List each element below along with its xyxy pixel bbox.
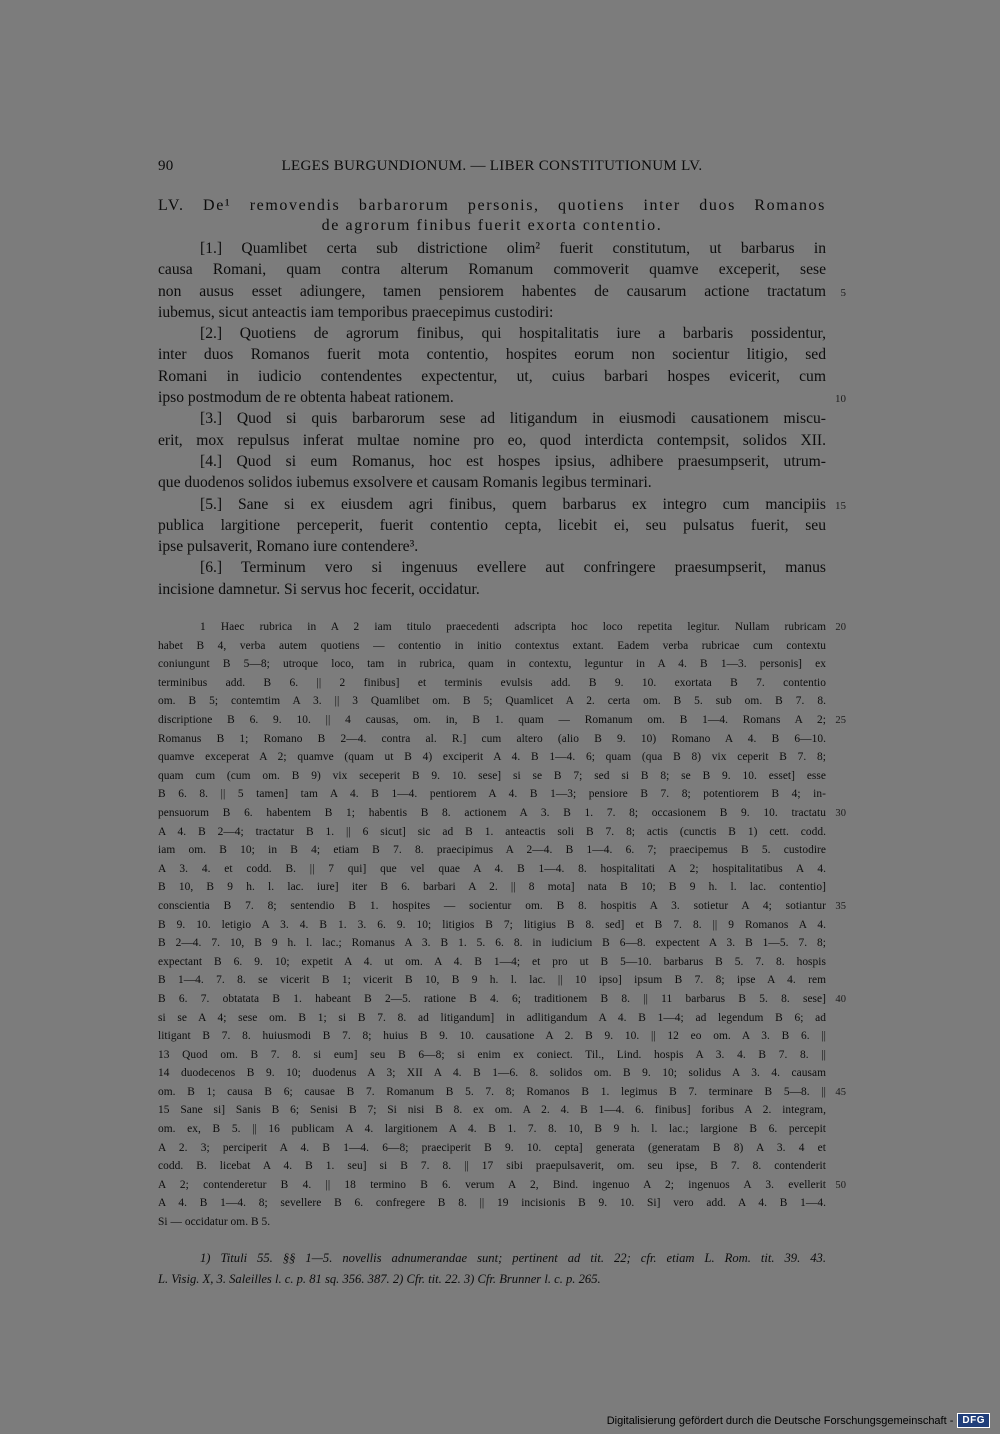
apparatus-line <box>158 897 846 916</box>
text-line <box>158 366 826 387</box>
text-line-text: [5.] Sane si ex eiusdem agri finibus, quem barbarus ex integro cum mancipiis <box>200 495 826 513</box>
apparatus-line-text: om. B 5; contemtim A 3. || 3 Quamlibet om. B 5; Quamlicet A 2. certa om. B 5. sub om. B 7. 8. <box>158 695 826 708</box>
chapter-title <box>158 196 826 236</box>
text-line-text: erit, mox repulsus inferat multae nomine pro eo, quod interdicta contempsit, solidos XII. <box>158 431 826 449</box>
footnote-line-text: 1) Tituli 55. §§ 1—5. novellis adnumerandae sunt; pertinent ad tit. 22; cfr. etiam L. Rom. tit. 39. 43. <box>200 1250 826 1265</box>
apparatus-line-text: B 1—4. 7. 8. se vicerit B 1; vicerit B 10, B 9 h. l. lac. || 10 ipso] ipsum B 7. 8; ipse A 4. rem <box>158 974 826 987</box>
text-line <box>158 557 826 578</box>
apparatus-line-text: 1 Haec rubrica in A 2 iam titulo praecedenti adscripta hoc loco repetita legitur. Nullam rubricam <box>200 621 826 634</box>
apparatus-line <box>158 1046 826 1065</box>
footnote-line <box>158 1269 826 1290</box>
line-number: 25 <box>835 715 846 727</box>
apparatus-line <box>158 1194 826 1213</box>
footnote-line <box>158 1248 826 1269</box>
apparatus-line-text: quam cum (cum om. B 9) vix seceperit B 9. 10. sese] si se B 7; sed si B 8; se B 9. 10. esset] esse <box>158 769 826 782</box>
apparatus-line-text: A 4. B 1—4. 8; sevellere B 6. confregere B 8. || 19 incisionis B 9. 10. Si] vero add. A 4. B 1—4. <box>158 1197 826 1210</box>
text-line <box>158 579 826 600</box>
apparatus-line <box>158 1157 826 1176</box>
apparatus-line <box>158 767 826 786</box>
text-line-text: ipso postmodum de re obtenta habeat rationem. <box>158 389 454 407</box>
apparatus-line <box>158 878 826 897</box>
text-line-text: [3.] Quod si quis barbarorum sese ad litigandum in eiusmodi causationem miscu- <box>200 410 826 428</box>
apparatus-line <box>158 804 846 823</box>
apparatus-line-text: Si — occidatur om. B 5. <box>158 1216 271 1229</box>
apparatus-line <box>158 637 826 656</box>
line-number: 20 <box>835 622 846 634</box>
apparatus-line-text: Romanus B 1; Romano B 2—4. contra al. R.] cum altero (alio B 9. 10) Romano A 4. B 6—10. <box>158 732 826 745</box>
text-line-text: que duodenos solidos iubemus exsolvere et causam Romanis legibus terminari. <box>158 474 652 492</box>
digitization-credit <box>607 1413 990 1428</box>
text-line-text: causa Romani, quam contra alterum Romanum commoverit quamve exceperit, sese <box>158 261 826 279</box>
main-text <box>158 238 846 600</box>
apparatus-line-text: 14 duodecenos B 9. 10; duodenus A 3; XII A 4. B 1—6. 8. solidos om. B 9. 10; solidus A 3. 4. causam <box>158 1067 826 1080</box>
apparatus-line-text: quamve exceperat A 2; quamve (quam ut B 4) exciperit A 4. B 1—4. 6; quam (qua B 8) vix ceperit B 7. 8; <box>158 751 826 764</box>
text-line <box>158 472 826 493</box>
apparatus-line-text: litigant B 7. 8. huiusmodi B 7. 8; huius B 9. 10. causatione A 2. B 9. 10. || 12 eo om. A 3. B 6. || <box>158 1030 826 1043</box>
apparatus-line <box>158 692 826 711</box>
apparatus-line-text: coniungunt B 5—8; utroque loco, tam in rubrica, quam in contextu, leguntur in A 4. B 1—3. personis] ex <box>158 658 826 671</box>
apparatus-line <box>158 655 826 674</box>
apparatus-line <box>158 916 826 935</box>
text-line-text: incisione damnetur. Si servus hoc fecerit, occidatur. <box>158 580 480 598</box>
apparatus-line <box>158 1027 826 1046</box>
apparatus-line <box>158 971 826 990</box>
apparatus-line-text: B 2—4. 7. 10, B 9 h. l. lac.; Romanus A 3. B 1. 5. 6. 8. in iudicium B 6—8. expectent A 3. B 1—5. 7. 8; <box>158 937 826 950</box>
apparatus-line <box>158 785 826 804</box>
text-line <box>158 430 826 451</box>
apparatus-line-text: conscientia B 7. 8; sentendio B 1. hospites — socientur om. B 8. hospitis A 3. sotietur A 4; sotiantur <box>158 899 826 912</box>
page-number: 90 <box>158 158 174 174</box>
apparatus-line-text: B 6. 8. || 5 tamen] tam A 4. B 1—4. pentiorem A 4. B 1—3; pensiore B 7. 8; potentiorem B 4; in- <box>158 788 826 801</box>
apparatus-line <box>158 990 846 1009</box>
text-line-text: non ausus esset adiungere, tamen pensiorem habentes de causarum actione tractatum <box>158 282 826 300</box>
apparatus-line-text: si se A 4; sese om. B 1; si B 7. 8. ad litigandum] in adlitigandum A 4. B 1—4; ad legendum B 6; ad <box>158 1011 826 1024</box>
text-line-text: [1.] Quamlibet certa sub districtione olim² fuerit constitutum, ut barbarus in <box>200 240 826 257</box>
apparatus-line <box>158 953 826 972</box>
text-line <box>158 302 826 323</box>
dfg-logo-icon: DFG <box>957 1413 990 1428</box>
text-line <box>158 344 826 365</box>
apparatus-line-text: om. B 1; causa B 6; causae B 7. Romanum B 5. 7. 8; Romanos B 1. legimus B 7. terminare B 5—8. || <box>158 1085 826 1098</box>
apparatus-line <box>158 1213 826 1232</box>
text-line <box>158 281 846 302</box>
text-line-text: Romani in iudicio contendentes expectentur, ut, cuius barbari hospes evicerit, cum <box>158 367 826 385</box>
apparatus-line <box>158 711 846 730</box>
apparatus-line-text: A 2. 3; perciperit A 4. B 1—4. 6—8; praeciperit B 9. 10. cepta] generata (generatam B 8) A 3. 4 et <box>158 1141 826 1154</box>
line-number: 5 <box>840 286 846 299</box>
apparatus-line <box>158 1176 846 1195</box>
apparatus-line-text: 13 Quod om. B 7. 8. si eum] seu B 6—8; si enim ex coniect. Til., Lind. hospis A 3. 4. B 7. 8. || <box>158 1048 826 1061</box>
line-number: 45 <box>835 1086 846 1098</box>
line-number: 35 <box>835 900 846 912</box>
apparatus-line-text: iam om. B 10; in B 4; etiam B 7. 8. praecipimus A 2—4. B 1—4. 6. 7; praecipemus B 5. custodire <box>158 844 826 857</box>
apparatus-line <box>158 1083 846 1102</box>
apparatus-line <box>158 1009 826 1028</box>
text-line-text: publica largitione perceperit, fuerit contentio cepta, licebit ei, seu pulsatus fuerit, seu <box>158 516 826 534</box>
apparatus-line-text: codd. B. licebat A 4. B 1. seu] si B 7. 8. || 17 sibi praepulsaverit, om. seu ipse, B 7. 8. contenderit <box>158 1160 826 1173</box>
apparatus-line-text: 15 Sane si] Sanis B 6; Senisi B 7; Si nisi B 8. ex om. A 2. 4. B 1—4. 6. finibus] foribus A 2. integram, <box>158 1104 826 1117</box>
page-scan <box>158 158 846 1290</box>
chapter-title-line-2: de agrorum finibus fuerit exorta contentio. <box>321 217 663 234</box>
text-line <box>158 259 826 280</box>
apparatus-line <box>158 1120 826 1139</box>
apparatus-line <box>158 618 846 637</box>
apparatus-line <box>158 730 826 749</box>
footnotes <box>158 1248 826 1290</box>
text-line <box>158 408 826 429</box>
text-line-text: [2.] Quotiens de agrorum finibus, qui hospitalitatis iure a barbaris possidentur, <box>200 325 826 343</box>
text-line <box>158 323 826 344</box>
apparatus-line-text: A 2; contenderetur B 4. || 18 termino B 6. verum A 2, Bind. ingenuo A 2; ingenuos A 3. evellerit <box>158 1178 826 1191</box>
apparatus-line-text: discriptione B 6. 9. 10. || 4 causas, om. in, B 1. quam — Romanum om. B 1—4. Romans A 2; <box>158 714 826 727</box>
chapter-title-line-1: LV. De¹ removendis barbarorum personis, quotiens inter duos Romanos <box>158 197 826 214</box>
line-number: 40 <box>835 993 846 1005</box>
critical-apparatus <box>158 618 846 1232</box>
apparatus-line <box>158 934 826 953</box>
apparatus-line <box>158 1064 826 1083</box>
text-line-text: inter duos Romanos fuerit mota contentio, hospites eorum non socientur litigio, sed <box>158 346 826 364</box>
line-number: 30 <box>835 807 846 819</box>
apparatus-line <box>158 841 826 860</box>
apparatus-line-text: A 3. 4. et codd. B. || 7 qui] que vel quae A 4. B 1—4. 8. hospitalitati A 2; hospitalitatibus A 4. <box>158 862 826 875</box>
apparatus-line-text: om. ex, B 5. || 16 publicam A 4. largitionem A 4. B 1. 7. 8. 10, B 9 h. l. lac.; largione B 6. percepit <box>158 1123 826 1136</box>
text-line-text: [6.] Terminum vero si ingenuus evellere aut confringere praesumpserit, manus <box>200 559 826 577</box>
credit-text: Digitalisierung gefördert durch die Deutsche Forschungsgemeinschaft - <box>606 1414 954 1427</box>
apparatus-line <box>158 1139 826 1158</box>
apparatus-line <box>158 860 826 879</box>
text-line-text: iubemus, sicut anteactis iam temporibus praecepimus custodiri: <box>158 303 554 321</box>
apparatus-line <box>158 748 826 767</box>
text-line <box>158 494 846 515</box>
apparatus-line <box>158 674 826 693</box>
line-number: 15 <box>835 499 846 512</box>
apparatus-line-text: pensuorum B 6. habentem B 1; habentis B 8. actionem A 3. B 1. 7. 8; occasionem B 9. 10. tractatu <box>158 806 826 819</box>
running-title: LEGES BURGUNDIONUM. — LIBER CONSTITUTIONUM LV. <box>281 158 703 174</box>
apparatus-line-text: A 4. B 2—4; tractatur B 1. || 6 sicut] sic ad B 1. anteactis soli B 7. 8; actis (cunctis B 1) cett. codd. <box>158 825 826 838</box>
text-line-text: [4.] Quod si eum Romanus, hoc est hospes ipsius, adhibere praesumpserit, utrum- <box>200 452 826 470</box>
text-line <box>158 387 846 408</box>
line-number: 50 <box>835 1179 846 1191</box>
running-header <box>158 158 826 180</box>
apparatus-line-text: terminibus add. B 6. || 2 finibus] et terminis evulsis add. B 9. 10. exortata B 7. contentio <box>158 676 826 689</box>
apparatus-line-text: habet B 4, verba autem quotiens — contentio in initio contextus extant. Eadem verba rubricae cum contextu <box>158 639 826 652</box>
apparatus-line-text: B 6. 7. obtatata B 1. habeant B 2—5. ratione B 4. 6; traditionem B 8. || 11 barbarus B 5. 8. sese] <box>158 992 826 1005</box>
text-line <box>158 515 826 536</box>
footnote-line-text: L. Visig. X, 3. Saleilles l. c. p. 81 sq. 356. 387. 2) Cfr. tit. 22. 3) Cfr. Brunner l. c. p. 265. <box>158 1271 601 1286</box>
text-line <box>158 451 826 472</box>
apparatus-line-text: B 10, B 9 h. l. lac. iure] iter B 6. barbari A 2. || 8 mota] nata B 10; B 9 h. l. lac. contentio] <box>158 881 826 894</box>
text-line <box>158 238 826 259</box>
line-number: 10 <box>835 393 846 406</box>
text-line-text: ipse pulsaverit, Romano iure contendere³. <box>158 538 419 556</box>
apparatus-line-text: B 9. 10. letigio A 3. 4. B 1. 3. 6. 9. 10; litigios B 7; litigius B 8. sed] et B 7. 8. || 9 Romanos A 4. <box>158 918 826 931</box>
apparatus-line <box>158 1101 826 1120</box>
apparatus-line-text: expectant B 6. 9. 10; expetit A 4. ut om. A 4. B 1—4; et pro ut B 5—10. barbarus B 5. 7. 8. hospis <box>158 955 826 968</box>
text-line <box>158 536 826 557</box>
apparatus-line <box>158 823 826 842</box>
